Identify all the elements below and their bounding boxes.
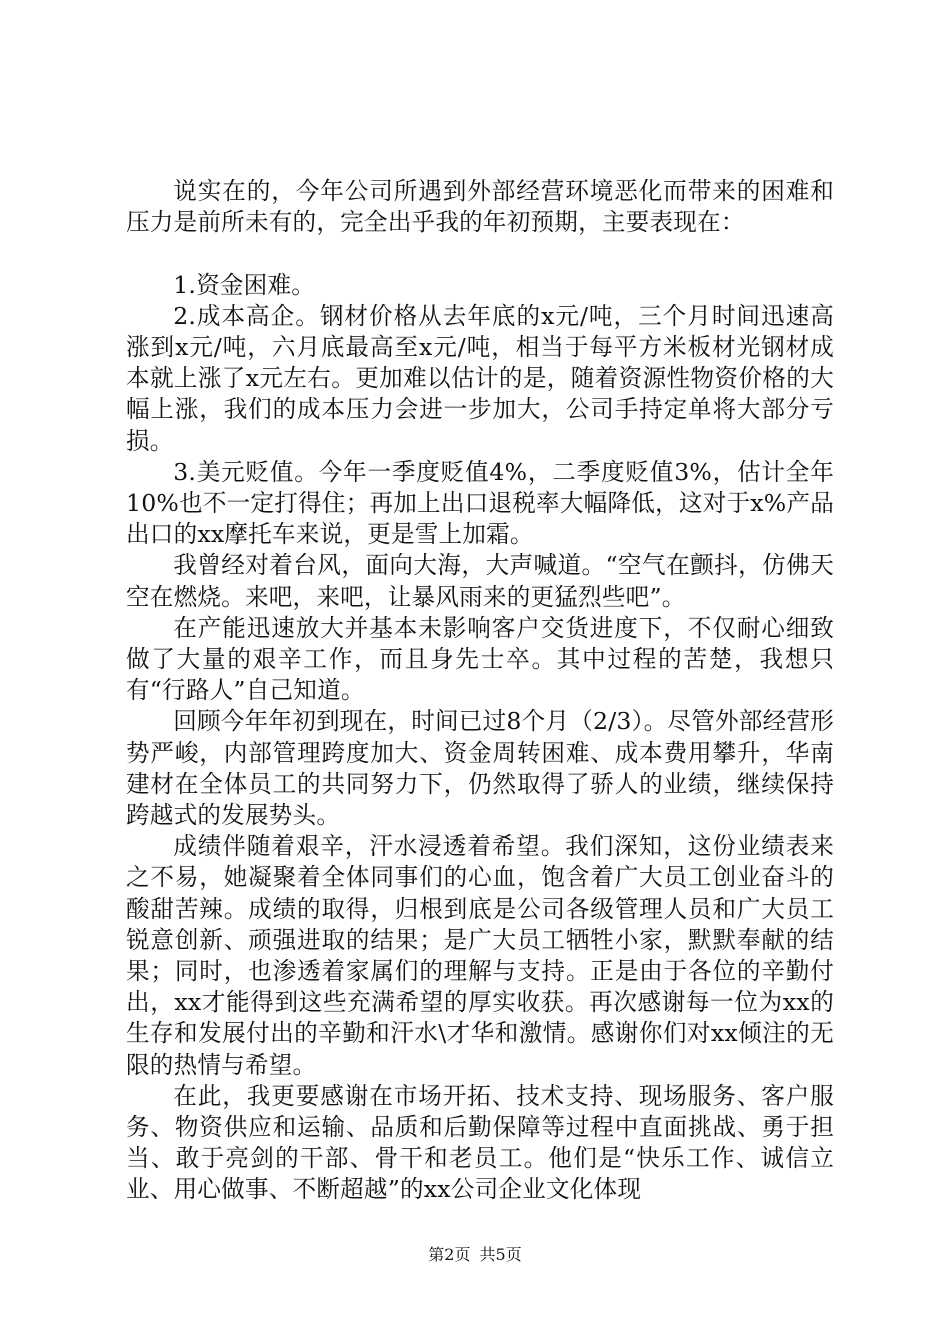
paragraph-item-2: 2.成本高企。钢材价格从去年底的x元/吨，三个月时间迅速高涨到x元/吨，六月底最高至x元/吨，相当于每平方米板材光钢材成本就上涨了x元左右。更加难以估计的是，随着资源性物资价格的大幅上涨，我们的成本压力会进一步加大，公司手持定单将大部分亏损。	[126, 301, 834, 455]
paragraph-thanks: 在此，我更要感谢在市场开拓、技术支持、现场服务、客户服务、物资供应和运输、品质和后勤保障等过程中直面挑战、勇于担当、敢于亮剑的干部、骨干和老员工。他们是“快乐工作、诚信立业、用心做事、不断超越”的xx公司企业文化体现	[126, 1081, 834, 1204]
paragraph-review: 回顾今年年初到现在，时间已过8个月（2/3）。尽管外部经营形势严峻，内部管理跨度加大、资金周转困难、成本费用攀升，华南建材在全体员工的共同努力下，仍然取得了骄人的业绩，继续保持跨越式的发展势头。	[126, 707, 834, 830]
page-total: 共5页	[479, 1245, 522, 1264]
paragraph-typhoon: 我曾经对着台风，面向大海，大声喊道。“空气在颤抖，仿佛天空在燃烧。来吧，来吧，让暴风雨来的更猛烈些吧”。	[126, 551, 834, 611]
paragraph-capacity: 在产能迅速放大并基本未影响客户交货进度下，不仅耐心细致做了大量的艰辛工作，而且身先士卒。其中过程的苦楚，我想只有“行路人”自己知道。	[126, 613, 834, 705]
paragraph-item-3: 3.美元贬值。今年一季度贬值4%，二季度贬值3%，估计全年10%也不一定打得住；再加上出口退税率大幅降低，这对于x%产品出口的xx摩托车来说，更是雪上加霜。	[126, 457, 834, 549]
page-footer	[0, 1245, 950, 1265]
page-number: 第2页	[428, 1245, 471, 1264]
document-body	[126, 176, 834, 1206]
paragraph-item-1: 1.资金困难。	[173, 270, 316, 299]
paragraph-achievement: 成绩伴随着艰辛，汗水浸透着希望。我们深知，这份业绩表来之不易，她凝聚着全体同事们的心血，饱含着广大员工创业奋斗的酸甜苦辣。成绩的取得，归根到底是公司各级管理人员和广大员工锐意创新、顽强进取的结果；是广大员工牺牲小家，默默奉献的结果；同时，也渗透着家属们的理解与支持。正是由于各位的辛勤付出，xx才能得到这些充满希望的厚实收获。再次感谢每一位为xx的生存和发展付出的辛勤和汗水\才华和激情。感谢你们对xx倾注的无限的热情与希望。	[126, 832, 834, 1079]
paragraph-intro: 说实在的，今年公司所遇到外部经营环境恶化而带来的困难和压力是前所未有的，完全出乎我的年初预期，主要表现在：	[126, 177, 834, 237]
